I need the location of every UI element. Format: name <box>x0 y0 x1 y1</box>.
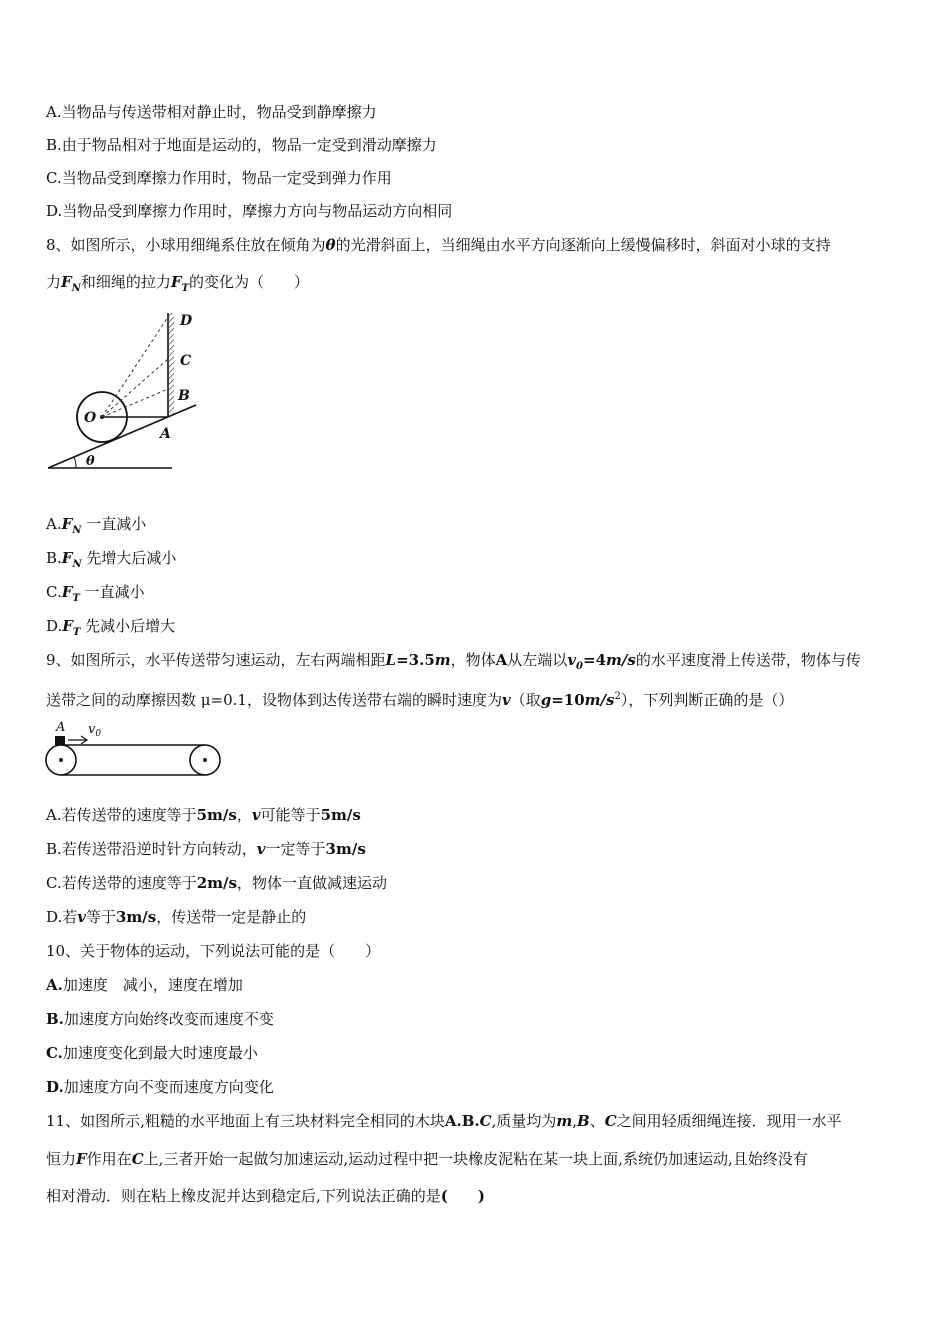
conveyor-belt-figure <box>42 716 227 782</box>
q8-option-a: $A.F_N$ 一直减小 <box>46 515 147 536</box>
q10-option-b: B.加速度方向始终改变而速度不变 <box>46 1010 274 1028</box>
label-a: A <box>160 426 171 442</box>
q8-option-d: $D.F_T$ 先减小后增大 <box>46 617 176 638</box>
q8-option-c: $C.F_T$ 一直减小 <box>46 583 145 604</box>
label-theta: θ <box>86 454 95 469</box>
label-d: D <box>180 313 193 329</box>
label-o: O <box>84 410 97 426</box>
incline-ball-figure <box>44 305 214 480</box>
q11-stem-line2: 恒力F作用在C上,三者开始一起做匀加速运动,运动过程中把一块橡皮泥粘在某一块上面,系统仍加速运动,且始终没有 <box>46 1150 808 1168</box>
q7-option-b: B.由于物品相对于地面是运动的，物品一定受到滑动摩擦力 <box>46 136 437 154</box>
q9-option-d: D.若v等于3m/s，传送带一定是静止的 <box>46 908 307 926</box>
q9-stem-line2: 送带之间的动摩擦因数 μ=0.1，设物体到达传送带右端的瞬时速度为v（取$g=10m/s^2$），下列判断正确的是（） <box>46 691 794 709</box>
q10-stem: 10、关于物体的运动，下列说法可能的是（ ） <box>46 942 381 960</box>
label-a-block: A <box>56 720 66 735</box>
label-v0: $v_0$ <box>88 722 102 739</box>
label-c: C <box>180 353 192 369</box>
q8-stem-line1: 8、如图所示，小球用细绳系住放在倾角为θ的光滑斜面上，当细绳由水平方向逐渐向上缓慢偏移时，斜面对小球的支持 <box>46 236 831 254</box>
q9-option-a: A.若传送带的速度等于5m/s，v可能等于5m/s <box>46 806 361 824</box>
q7-option-d: D.当物品受到摩擦力作用时，摩擦力方向与物品运动方向相同 <box>46 202 453 220</box>
q10-option-a: A.加速度 减小，速度在增加 <box>46 976 243 994</box>
q10-option-c: C.加速度变化到最大时速度最小 <box>46 1044 258 1062</box>
q7-option-c: C.当物品受到摩擦力作用时，物品一定受到弹力作用 <box>46 169 392 187</box>
q9-option-c: C.若传送带的速度等于2m/s，物体一直做减速运动 <box>46 874 387 892</box>
q8-option-b: $B.F_N$ 先增大后减小 <box>46 549 177 570</box>
label-b: B <box>178 388 190 404</box>
q9-option-b: B.若传送带沿逆时针方向转动，v一定等于3m/s <box>46 840 366 858</box>
q11-stem-line3: 相对滑动．则在粘上橡皮泥并达到稳定后,下列说法正确的是( ) <box>46 1187 485 1205</box>
q7-option-a: A.当物品与传送带相对静止时，物品受到静摩擦力 <box>46 103 377 121</box>
q11-stem-line1: 11、如图所示,粗糙的水平地面上有三块材料完全相同的木块A.B.C,质量均为m,B、C之间用轻质细绳连接．现用一水平 <box>46 1112 842 1130</box>
q8-stem-line2: 力$F_N$和细绳的拉力$F_T$的变化为（ ） <box>46 273 309 294</box>
q10-option-d: D.加速度方向不变而速度方向变化 <box>46 1078 274 1096</box>
q9-stem-line1: 9、如图所示，水平传送带匀速运动，左右两端相距L=3.5m，物体A从左端以$v_0=4m/s$的水平速度滑上传送带，物体与传 <box>46 651 861 672</box>
